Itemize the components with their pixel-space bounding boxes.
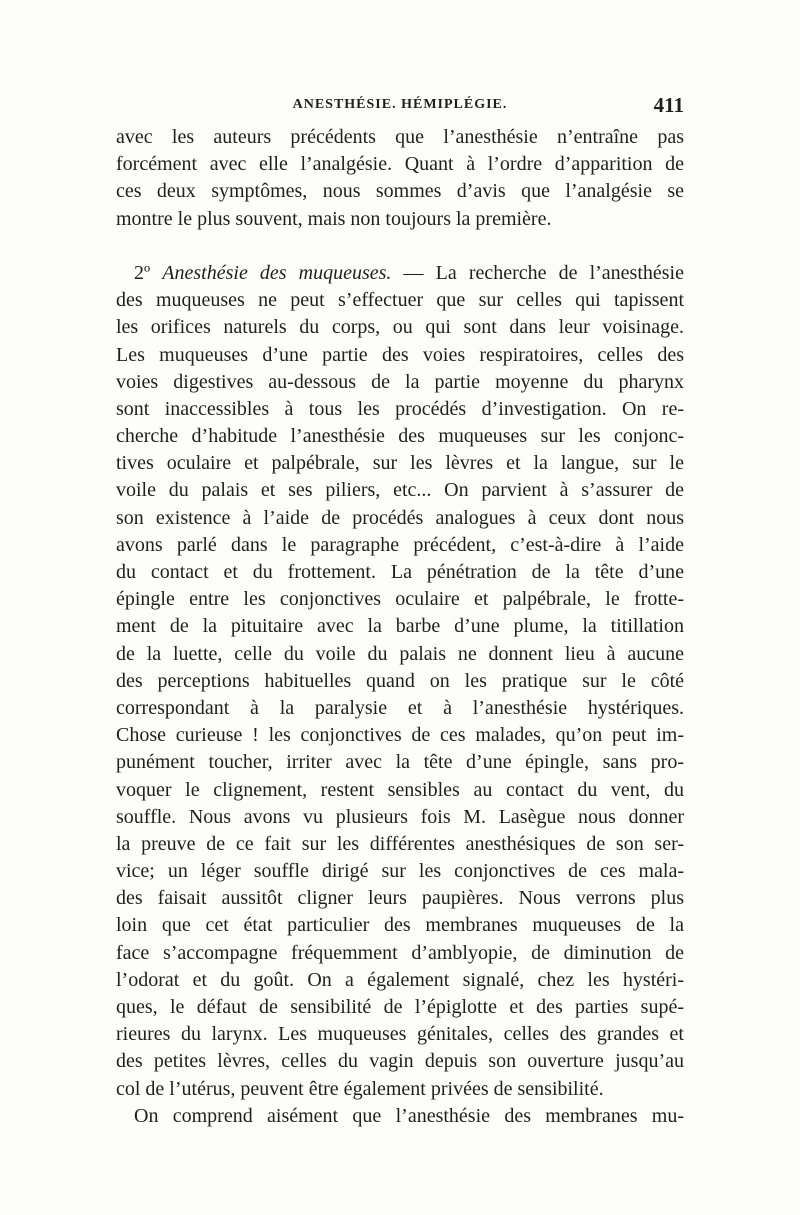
text-line: l’odorat et du goût. On a également signalé, chez les hystéri-: [116, 968, 684, 991]
text-line: sont inaccessibles à tous les procédés d’investigation. On re-: [116, 397, 684, 420]
text-line: montre le plus souvent, mais non toujours la première.: [116, 207, 552, 230]
text-line: des muqueuses ne peut s’effectuer que sur celles qui tapissent: [116, 289, 684, 312]
running-title: ANESTHÉSIE. HÉMIPLÉGIE.: [292, 97, 508, 112]
text-line: cherche d’habitude l’anesthésie des muqueuses sur les conjonc-: [116, 425, 684, 448]
text-line: punément toucher, irriter avec la tête d’une épingle, sans pro-: [116, 751, 684, 774]
text-line: souffle. Nous avons vu plusieurs fois M. Lasègue nous donner: [116, 805, 684, 828]
text-line: ces deux symptômes, nous sommes d’avis que l’analgésie se: [116, 180, 684, 203]
text-line: ment de la pituitaire avec la barbe d’une plume, la titillation: [116, 615, 684, 638]
text-line: des faisait aussitôt cligner leurs paupières. Nous verrons plus: [116, 887, 684, 910]
text-line: Les muqueuses d’une partie des voies respiratoires, celles des: [116, 343, 684, 366]
text-line: avec les auteurs précédents que l’anesthésie n’entraîne pas: [116, 126, 684, 148]
text-line: forcément avec elle l’analgésie. Quant à l’ordre d’apparition de: [116, 153, 684, 176]
paragraph-gap: [116, 233, 684, 260]
body-text: [116, 124, 684, 1130]
text-line: avons parlé dans le paragraphe précédent, c’est-à-dire à l’aide: [116, 533, 684, 556]
text-line: col de l’utérus, peuvent être également privées de sensibilité.: [116, 1077, 604, 1100]
text-line: du contact et du frottement. La pénétration de la tête d’une: [116, 561, 684, 583]
text-line: des perceptions habituelles quand on les pratique sur le côté: [116, 669, 684, 692]
text-line: de la luette, celle du voile du palais ne donnent lieu à aucune: [116, 642, 684, 665]
text-line: ques, le défaut de sensibilité de l’épiglotte et des parties supé-: [116, 996, 684, 1018]
text-line: les orifices naturels du corps, ou qui sont dans leur voisinage.: [116, 316, 684, 339]
text-line: la preuve de ce fait sur les différentes anesthésiques de son ser-: [116, 832, 684, 855]
text-line: des petites lèvres, celles du vagin depuis son ouverture jusqu’au: [116, 1050, 684, 1073]
text-line: rieures du larynx. Les muqueuses génitales, celles des grandes et: [116, 1023, 684, 1046]
page-number: 411: [653, 93, 684, 117]
text-line: tives oculaire et palpébrale, sur les lèvres et la langue, sur le: [116, 452, 684, 475]
text-line: voquer le clignement, restent sensibles au contact du vent, du: [116, 778, 684, 801]
section-lead-text: — La recherche de l’anesthésie: [403, 261, 684, 284]
text-line: épingle entre les conjonctives oculaire et palpébrale, le frotte-: [116, 588, 684, 611]
text-line: loin que cet état particulier des membranes muqueuses de la: [116, 914, 684, 937]
text-line: voile du palais et ses piliers, etc... On parvient à s’assurer de: [116, 479, 684, 502]
running-head: [116, 92, 684, 118]
text-line: son existence à l’aide de procédés analogues à ceux dont nous: [116, 506, 684, 529]
section-lead-line: [116, 260, 684, 287]
section-heading: Anesthésie des muqueuses.: [162, 261, 392, 284]
text-line: On comprend aisément que l’anesthésie des membranes mu-: [134, 1104, 684, 1127]
text-line: face s’accompagne fréquemment d’amblyopie, de diminution de: [116, 941, 684, 964]
text-line: voies digestives au-dessous de la partie moyenne du pharynx: [116, 370, 684, 393]
text-line: Chose curieuse ! les conjonctives de ces malades, qu’on peut im-: [116, 724, 684, 747]
text-line: correspondant à la paralysie et à l’anesthésie hystériques.: [116, 696, 684, 719]
text-line: vice; un léger souffle dirigé sur les conjonctives de ces mala-: [116, 860, 684, 883]
section-number: 2º: [134, 261, 151, 284]
